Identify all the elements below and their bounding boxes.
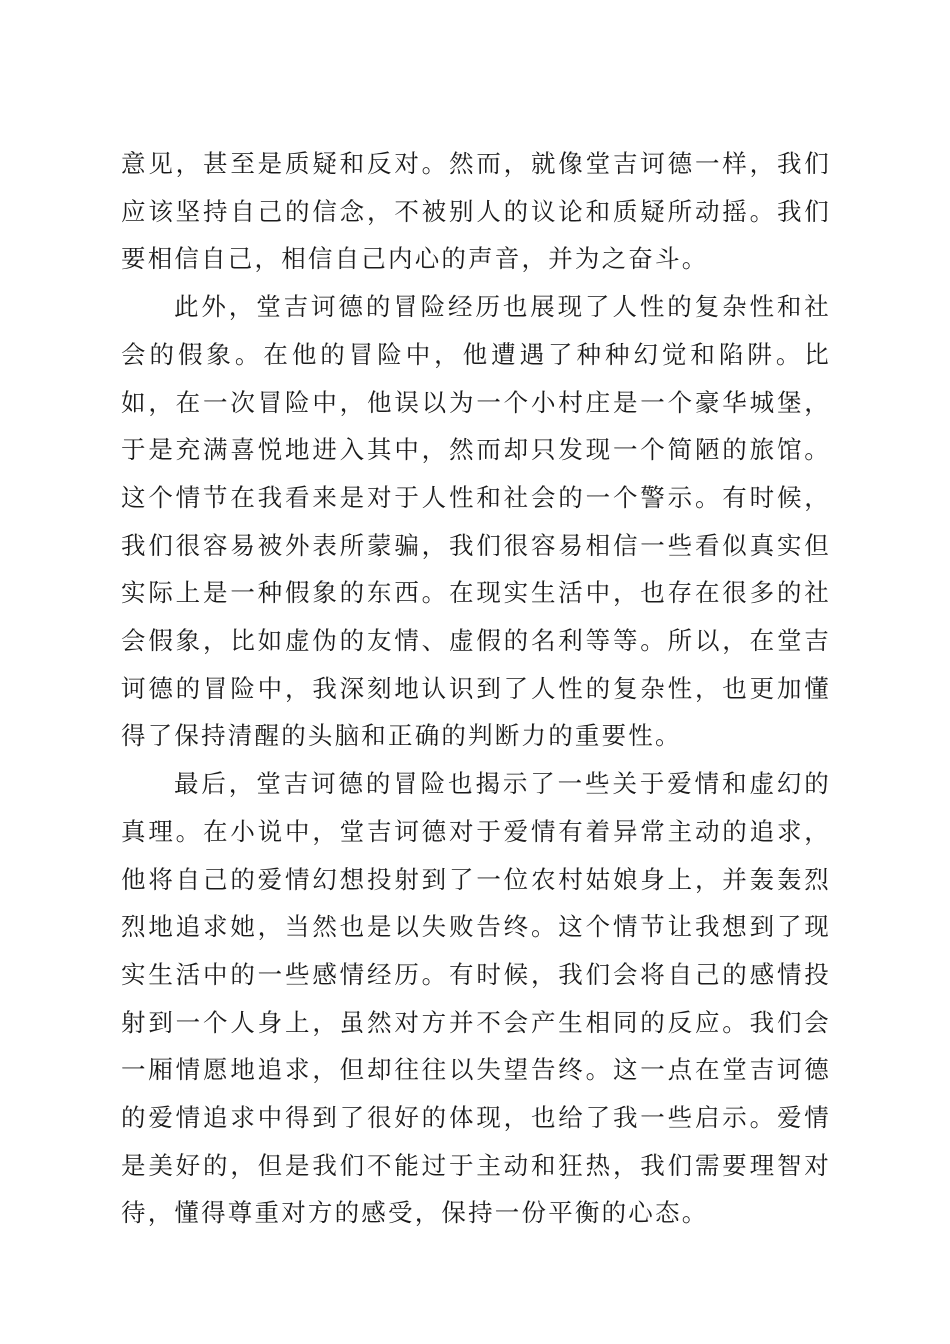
- paragraph-continuation: 意见，甚至是质疑和反对。然而，就像堂吉诃德一样，我们应该坚持自己的信念，不被别人的议论和质疑所动摇。我们要相信自己，相信自己内心的声音，并为之奋斗。: [121, 149, 831, 274]
- paragraph-social-illusion: 此外，堂吉诃德的冒险经历也展现了人性的复杂性和社会的假象。在他的冒险中，他遭遇了种种幻觉和陷阱。比如，在一次冒险中，他误以为一个小村庄是一个豪华城堡，于是充满喜悦地进入其中，然而却只发现一个简陋的旅馆。这个情节在我看来是对于人性和社会的一个警示。有时候，我们很容易被外表所蒙骗，我们很容易相信一些看似真实但实际上是一种假象的东西。在现实生活中，也存在很多的社会假象，比如虚伪的友情、虚假的名利等等。所以，在堂吉诃德的冒险中，我深刻地认识到了人性的复杂性，也更加懂得了保持清醒的头脑和正确的判断力的重要性。: [121, 292, 831, 751]
- paragraph-love-illusion: 最后，堂吉诃德的冒险也揭示了一些关于爱情和虚幻的真理。在小说中，堂吉诃德对于爱情有着异常主动的追求，他将自己的爱情幻想投射到了一位农村姑娘身上，并轰轰烈烈地追求她，当然也是以失败告终。这个情节让我想到了现实生活中的一些感情经历。有时候，我们会将自己的感情投射到一个人身上，虽然对方并不会产生相同的反应。我们会一厢情愿地追求，但却往往以失望告终。这一点在堂吉诃德的爱情追求中得到了很好的体现，也给了我一些启示。爱情是美好的，但是我们不能过于主动和狂热，我们需要理智对待，懂得尊重对方的感受，保持一份平衡的心态。: [121, 769, 831, 1228]
- document-body: [121, 140, 831, 1237]
